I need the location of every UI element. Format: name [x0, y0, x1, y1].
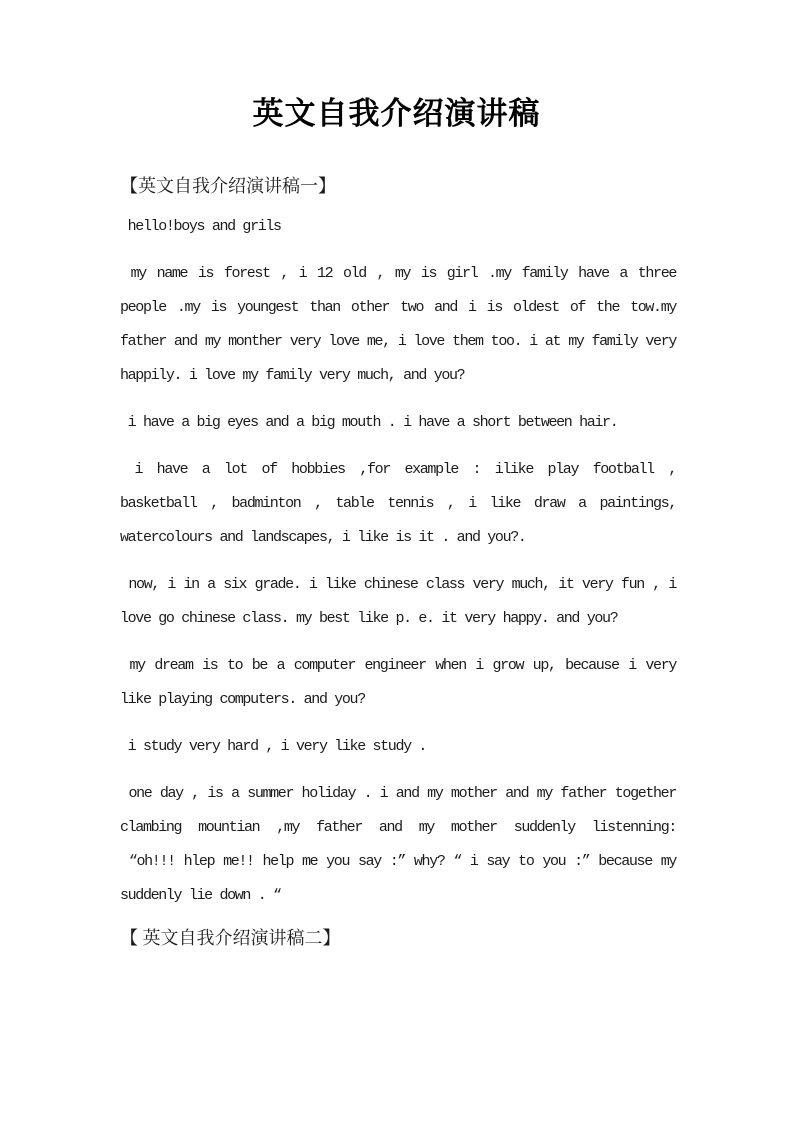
paragraph	[120, 568, 676, 636]
paragraph	[120, 257, 676, 393]
text-line: now, i in a six grade. i like chinese class very much, it very fun , i	[120, 576, 676, 593]
text-line: people .my is youngest than other two and i is oldest of the tow.my	[120, 299, 676, 316]
paragraph	[120, 730, 676, 764]
document-body	[120, 175, 676, 949]
text-line: father and my monther very love me, i love them too. i at my family very	[120, 333, 676, 350]
paragraph	[120, 649, 676, 717]
section-one	[120, 175, 676, 913]
text-line: like playing computers. and you?	[120, 691, 365, 708]
text-line: my dream is to be a computer engineer when i grow up, because i very	[120, 657, 676, 674]
section-one-heading: 【英文自我介绍演讲稿一】	[120, 176, 336, 196]
text-line: hello!boys and grils	[120, 218, 281, 235]
text-line: i have a lot of hobbies ,for example : ilike play football ,	[120, 461, 676, 478]
text-line: love go chinese class. my best like p. e. it very happy. and you?	[120, 610, 618, 627]
text-line: basketball , badminton , table tennis , i like draw a paintings,	[120, 495, 676, 512]
text-line: i have a big eyes and a big mouth . i have a short between hair.	[120, 414, 618, 431]
text-line: one day , is a summer holiday . i and my mother and my father together	[120, 785, 676, 802]
document-title: 英文自我介绍演讲稿	[252, 96, 541, 131]
text-line: i study very hard , i very like study .	[120, 738, 427, 755]
paragraph	[120, 210, 676, 244]
text-line: “oh!!! hlep me!! help me you say :” why? “ i say to you :” because my	[120, 853, 676, 870]
paragraph	[120, 777, 676, 913]
section-one-paragraphs	[120, 210, 676, 913]
text-line: my name is forest , i 12 old , my is girl .my family have a three	[120, 265, 676, 282]
text-line: watercolours and landscapes, i like is it . and you?.	[120, 529, 526, 546]
text-line: suddenly lie down . “	[120, 887, 281, 904]
text-line: clambing mountian ,my father and my mother suddenly listenning:	[120, 819, 676, 836]
section-two	[120, 927, 676, 949]
section-two-heading: 【 英文自我介绍演讲稿二】	[120, 928, 341, 948]
paragraph	[120, 406, 676, 440]
paragraph	[120, 453, 676, 555]
text-line: happily. i love my family very much, and you?	[120, 367, 465, 384]
